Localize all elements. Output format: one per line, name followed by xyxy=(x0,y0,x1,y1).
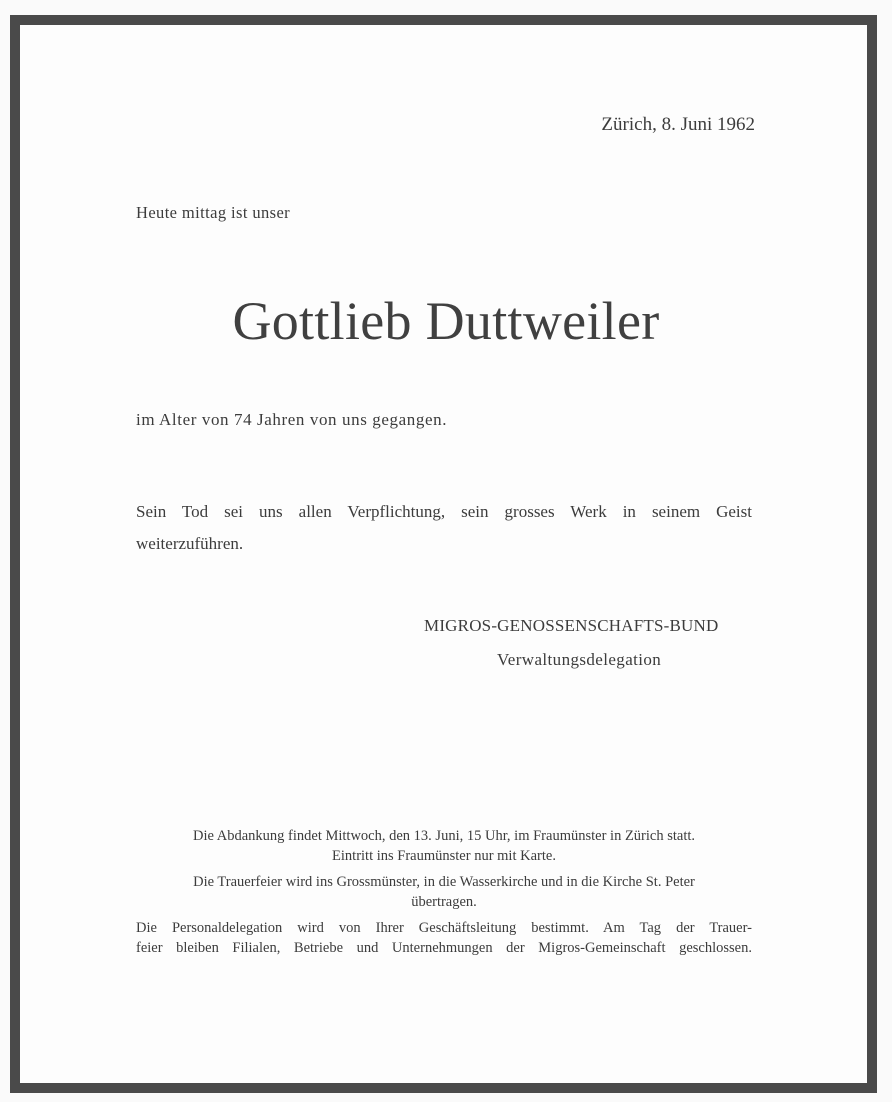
detail-paragraph-ceremony xyxy=(136,826,752,866)
detail-line: Die Trauerfeier wird ins Grossmünster, in die Wasserkirche und in die Kirche St. Peter xyxy=(193,874,695,890)
intro-text: Heute mittag ist unser xyxy=(136,203,291,222)
detail-line: übertragen. xyxy=(411,894,477,910)
funeral-details xyxy=(136,826,752,964)
detail-line: Die Abdankung findet Mittwoch, den 13. Juni, 15 Uhr, im Fraumünster in Zürich statt. xyxy=(192,828,696,844)
signature-department: Verwaltungsdelegation xyxy=(497,650,662,669)
detail-paragraph-broadcast xyxy=(136,872,752,912)
age-line: im Alter von 74 Jahren von uns gegangen. xyxy=(136,410,448,429)
deceased-name: Gottlieb Duttweiler xyxy=(232,291,660,351)
detail-paragraph-closure xyxy=(136,918,752,958)
signature-organization: MIGROS-GENOSSENSCHAFTS-BUND xyxy=(424,616,719,635)
detail-line: feier bleiben Filialen, Betriebe und Unternehmungen der Migros-Gemeinschaft geschlossen. xyxy=(136,940,752,956)
detail-line: Die Personaldelegation wird von Ihrer Geschäftsleitung bestimmt. Am Tag der Trauer- xyxy=(136,920,752,936)
tribute-paragraph: Sein Tod sei uns allen Verpflichtung, sein grosses Werk in seinem Geist weiterzuführen. xyxy=(136,502,752,553)
date-line: Zürich, 8. Juni 1962 xyxy=(601,114,755,135)
detail-line: Eintritt ins Fraumünster nur mit Karte. xyxy=(332,848,556,864)
